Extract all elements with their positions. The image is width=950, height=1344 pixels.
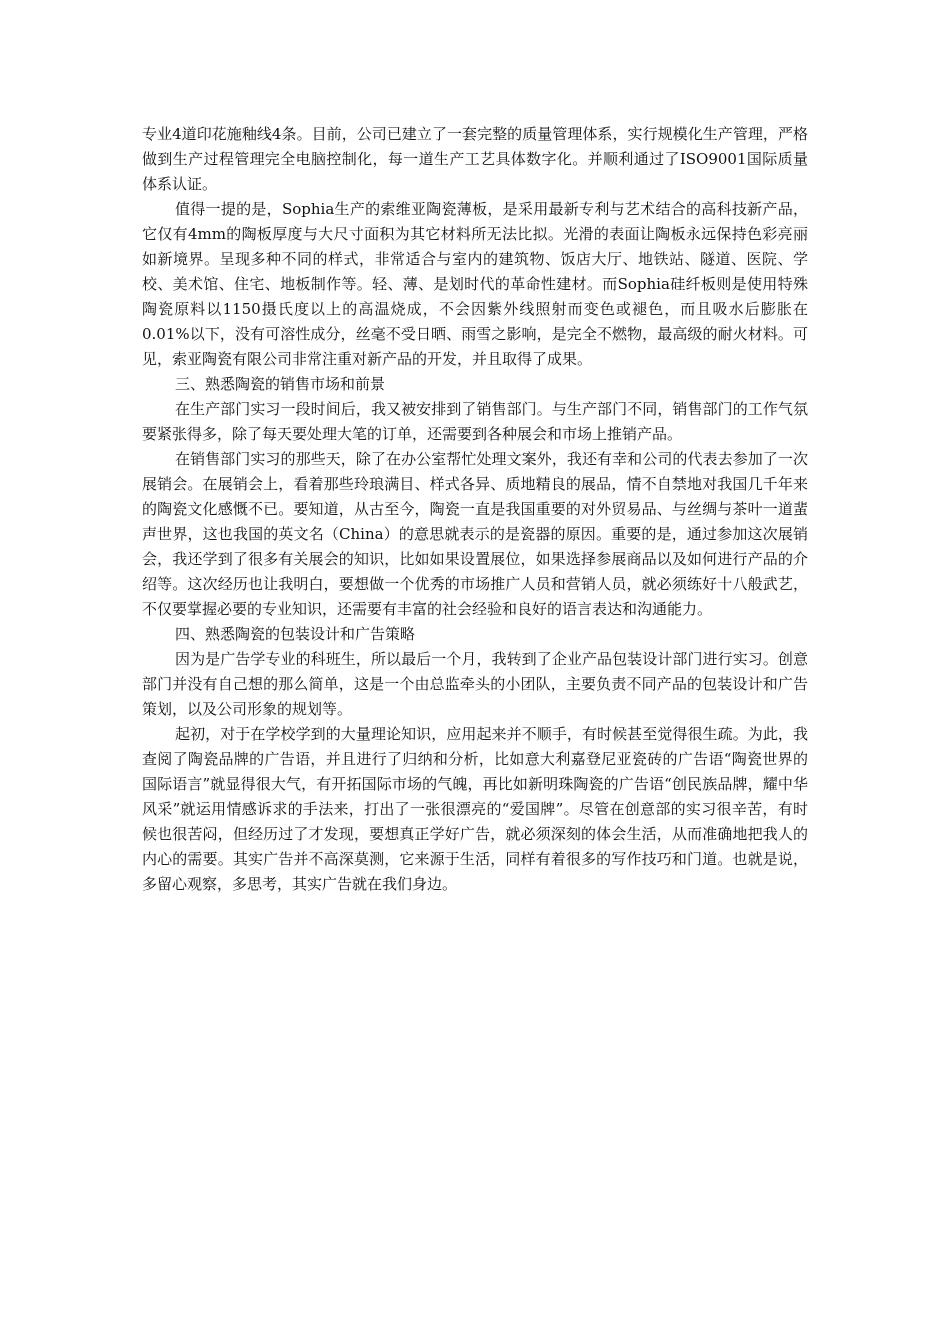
document-body <box>142 122 808 897</box>
section-heading: 四、熟悉陶瓷的包装设计和广告策略 <box>175 625 416 643</box>
body-paragraph: 在生产部门实习一段时间后，我又被安排到了销售部门。与生产部门不同，销售部门的工作气氛要紧张得多，除了每天要处理大笔的订单，还需要到各种展会和市场上推销产品。 <box>142 400 808 443</box>
body-paragraph: 在销售部门实习的那些天，除了在办公室帮忙处理文案外，我还有幸和公司的代表去参加了一次展销会。在展销会上，看着那些玲琅满目、样式各异、质地精良的展品，情不自禁地对我国几千年来的陶瓷文化感慨不已。要知道，从古至今，陶瓷一直是我国重要的对外贸易品、与丝绸与茶叶一道蜚声世界，这也我国的英文名（China）的意思就表示的是瓷器的原因。重要的是，通过参加这次展销会，我还学到了很多有关展会的知识，比如如果设置展位，如果选择参展商品以及如何进行产品的介绍等。这次经历也让我明白，要想做一个优秀的市场推广人员和营销人员，就必须练好十八般武艺，不仅要掌握必要的专业知识，还需要有丰富的社会经验和良好的语言表达和沟通能力。 <box>142 450 808 618</box>
section-heading: 三、熟悉陶瓷的销售市场和前景 <box>175 375 386 393</box>
body-paragraph: 起初，对于在学校学到的大量理论知识，应用起来并不顺手，有时候甚至觉得很生疏。为此，我查阅了陶瓷品牌的广告语，并且进行了归纳和分析，比如意大利嘉登尼亚瓷砖的广告语“陶瓷世界的国际语言”就显得很大气，有开拓国际市场的气魄，再比如新明珠陶瓷的广告语“创民族品牌，耀中华风采”就运用情感诉求的手法来，打出了一张很漂亮的“爱国牌”。尽管在创意部的实习很辛苦，有时候也很苦闷，但经历过了才发现，要想真正学好广告，就必须深刻的体会生活，从而准确地把我人的内心的需要。其实广告并不高深莫测，它来源于生活，同样有着很多的写作技巧和门道。也就是说，多留心观察，多思考，其实广告就在我们身边。 <box>142 725 808 893</box>
body-paragraph: 因为是广告学专业的科班生，所以最后一个月，我转到了企业产品包装设计部门进行实习。创意部门并没有自己想的那么简单，这是一个由总监牵头的小团队，主要负责不同产品的包装设计和广告策划，以及公司形象的规划等。 <box>142 650 808 718</box>
body-paragraph: 值得一提的是，Sophia生产的索维亚陶瓷薄板，是采用最新专利与艺术结合的高科技新产品，它仅有4mm的陶板厚度与大尺寸面积为其它材料所无法比拟。光滑的表面让陶板永远保持色彩亮丽如新境界。呈现多种不同的样式，非常适合与室内的建筑物、饭店大厅、地铁站、隧道、医院、学校、美术馆、住宅、地板制作等。轻、薄、是划时代的革命性建材。而Sophia硅纤板则是使用特殊陶瓷原料以1150摄氏度以上的高温烧成，不会因紫外线照射而变色或褪色，而且吸水后膨胀在0.01%以下，没有可溶性成分，丝毫不受日晒、雨雪之影响，是完全不燃物，最高级的耐火材料。可见，索亚陶瓷有限公司非常注重对新产品的开发，并且取得了成果。 <box>142 200 808 368</box>
body-paragraph: 专业4道印花施釉线4条。目前，公司已建立了一套完整的质量管理体系，实行规模化生产管理，严格做到生产过程管理完全电脑控制化，每一道生产工艺具体数字化。并顺利通过了ISO9001国际质量体系认证。 <box>142 125 808 193</box>
